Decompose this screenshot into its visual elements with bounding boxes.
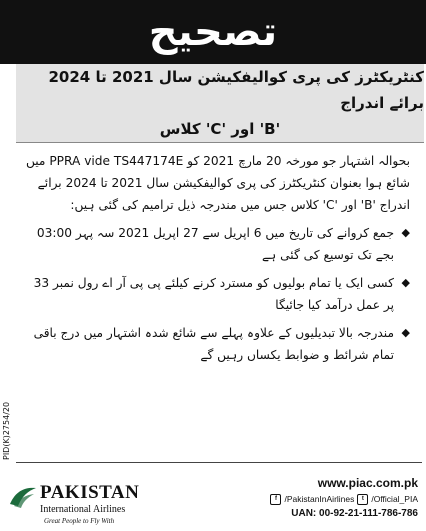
website-link[interactable]: www.piac.com.pk	[317, 476, 418, 490]
logo-subtitle: International Airlines	[40, 504, 126, 515]
banner-title: تصحیح	[148, 9, 278, 55]
diamond-bullet-icon: ◆	[401, 326, 410, 339]
logo-name: PAKISTAN	[40, 482, 140, 503]
intro-paragraph: بحوالہ اشتہار جو مورخہ 20 مارچ 2021 کو PPRA vide TS447174E میں شائع ہوا بعنوان کنٹریکٹرز کی پری کوالیفکیشن سال 2021 تا 2024 برائے اندراج 'B' اور 'C' کلاس جس میں مندرجہ ذیل ترامیم کی گئی ہیں:	[25, 154, 410, 212]
uan-number: UAN: 00-92-21-111-786-786	[291, 508, 418, 519]
list-item	[22, 322, 410, 366]
twitter-icon[interactable]: t	[357, 494, 368, 505]
facebook-icon[interactable]: f	[270, 494, 281, 505]
list-item	[22, 272, 410, 316]
list-item-text: مندرجہ بالا تبدیلیوں کے علاوہ پہلے سے شائع شدہ اشتہار میں درج باقی تمام شرائط و ضوابط یکساں رہیں گے	[33, 326, 394, 362]
logo-tagline: Great People to Fly With	[44, 517, 115, 525]
diamond-bullet-icon: ◆	[401, 276, 410, 289]
heading-box	[16, 64, 424, 143]
reference-code: PID(K)2754/20	[2, 401, 11, 460]
title-banner	[0, 0, 426, 64]
list-item	[22, 222, 410, 266]
heading-line-1: کنٹریکٹرز کی پری کوالیفکیشن سال 2021 تا 2024 برائے اندراج	[48, 68, 424, 112]
list-item-text: کسی ایک یا تمام بولیوں کو مسترد کرنے کیلئے پی پی آر اے رول نمبر 33 پر عمل درآمد کیا جائیگا	[33, 276, 394, 312]
diamond-bullet-icon: ◆	[401, 226, 410, 239]
pia-logo	[8, 480, 168, 525]
notice-body	[16, 146, 418, 458]
pia-logo-mark-icon	[8, 484, 38, 510]
heading-line-2: 'B' اور 'C' کلاس	[159, 120, 281, 138]
contact-info	[218, 474, 418, 521]
footer-divider	[16, 462, 422, 463]
facebook-handle[interactable]: /PakistanInAirlines	[284, 494, 355, 504]
twitter-handle[interactable]: /Official_PIA	[371, 494, 418, 504]
list-item-text: جمع کروانے کی تاریخ میں 6 اپریل سے 27 اپریل 2021 سہ پہر 03:00 بجے تک توسیع کی گئی ہے	[36, 226, 394, 262]
social-links	[218, 492, 418, 506]
